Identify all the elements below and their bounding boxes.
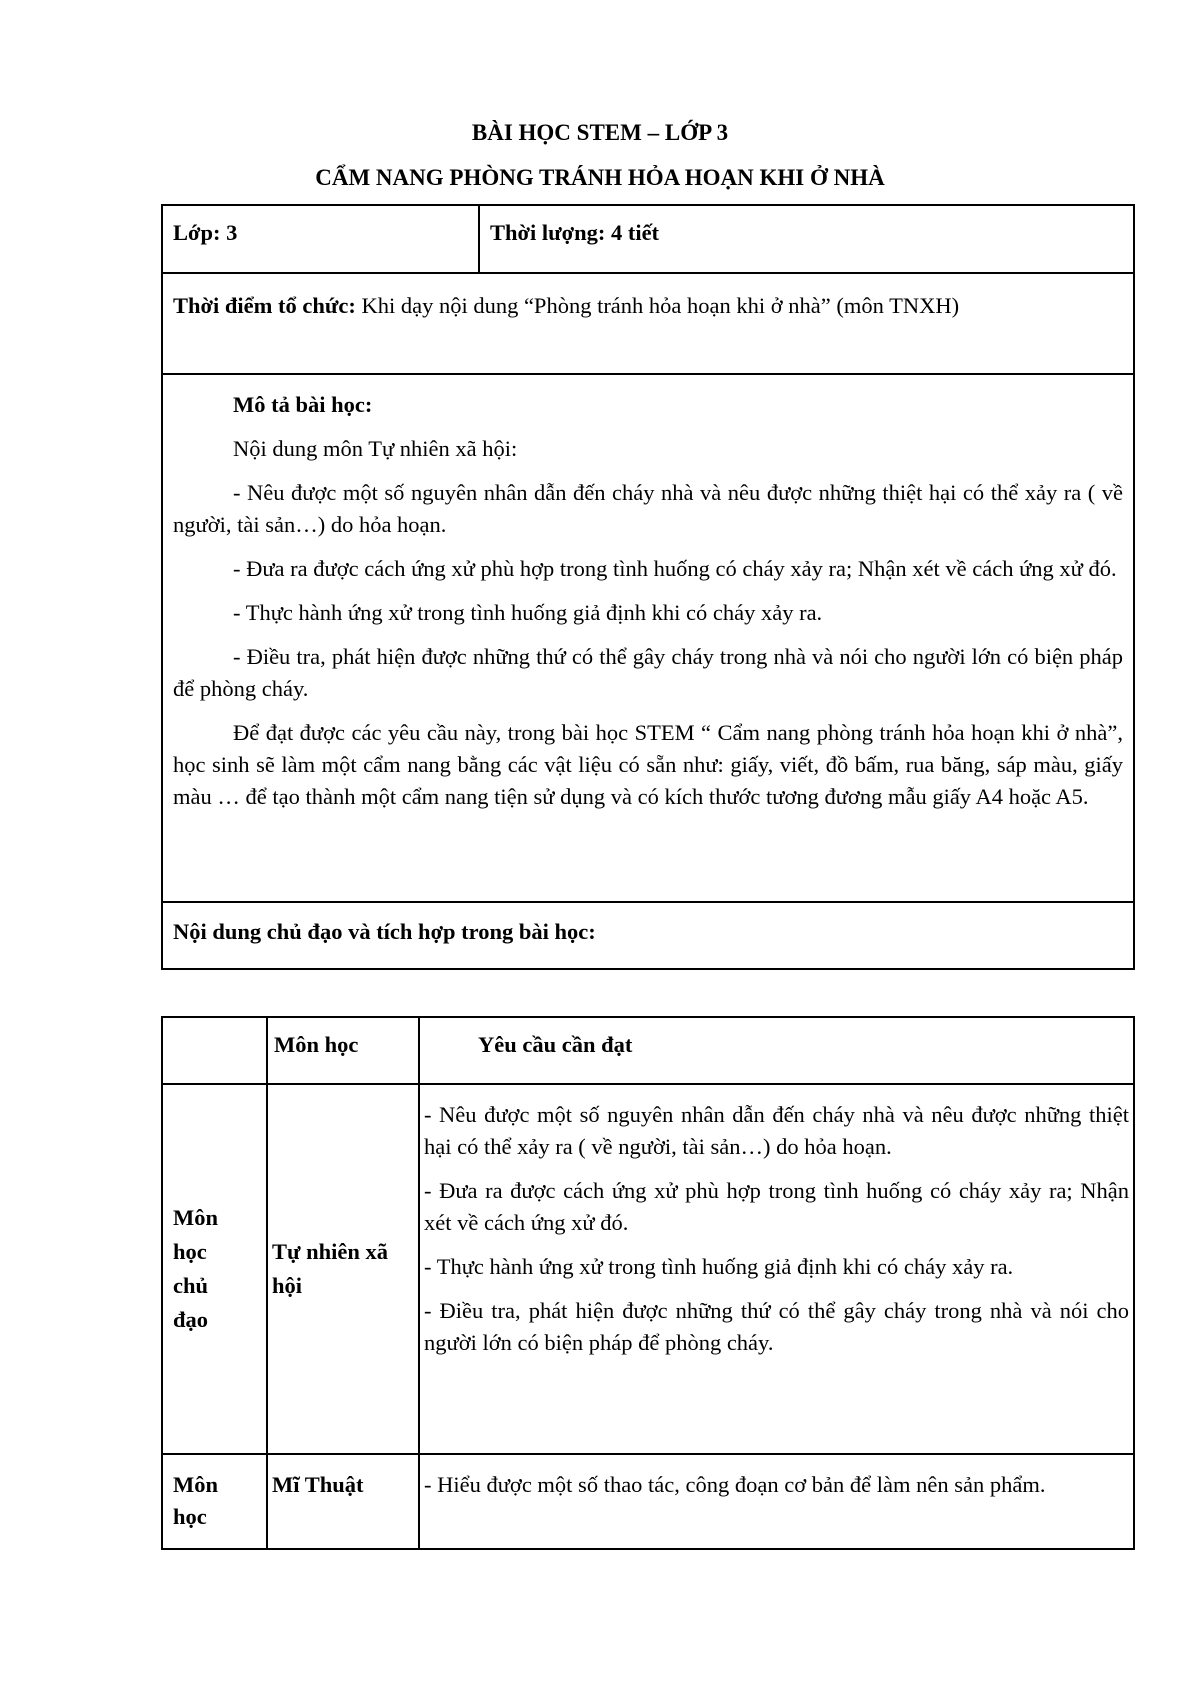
description-paragraph: Để đạt được các yêu cầu này, trong bài học STEM “ Cẩm nang phòng tránh hỏa hoạn khi ở nhà”, học sinh sẽ làm một cẩm nang bằng các vật liệu có sẵn như: giấy, viết, đồ bấm, rua băng, sáp màu, giấy màu … để tạo thành một cẩm nang tiện sử dụng và có kích thước tương đương mẫu giấy A4 hoặc A5. <box>173 720 1123 809</box>
requirement-item: - Điều tra, phát hiện được những thứ có thể gây cháy trong nhà và nói cho người lớn có biện pháp để phòng cháy. <box>424 1298 1129 1355</box>
requirement-item: - Đưa ra được cách ứng xử phù hợp trong tình huống có cháy xảy ra; Nhận xét về cách ứng xử đó. <box>424 1178 1129 1235</box>
header-requirements: Yêu cầu cần đạt <box>419 1017 1134 1084</box>
requirement-item: - Hiểu được một số thao tác, công đoạn cơ bản để làm nên sản phẩm. <box>424 1472 1046 1497</box>
description-item: - Điều tra, phát hiện được những thứ có thể gây cháy trong nhà và nói cho người lớn có biện pháp để phòng cháy. <box>173 644 1123 701</box>
document-title: BÀI HỌC STEM – LỚP 3 <box>471 120 729 145</box>
lesson-info-table <box>161 204 1135 970</box>
subject-label: Tự nhiên xã hội <box>272 1239 389 1298</box>
description-cell <box>162 374 1134 902</box>
requirements-cell <box>419 1084 1134 1454</box>
group-label: Môn học <box>173 1472 218 1529</box>
description-item: - Thực hành ứng xử trong tình huống giả định khi có cháy xảy ra. <box>233 600 823 625</box>
subject-cell <box>267 1084 419 1454</box>
timing-cell <box>162 273 1134 374</box>
header-empty-cell <box>162 1017 267 1084</box>
requirements-cell <box>419 1454 1134 1549</box>
subject-cell <box>267 1454 419 1549</box>
description-item: - Đưa ra được cách ứng xử phù hợp trong tình huống có cháy xảy ra; Nhận xét về cách ứng xử đó. <box>233 556 1117 581</box>
subjects-table <box>161 1016 1135 1550</box>
group-cell <box>162 1084 267 1454</box>
content-heading-cell: Nội dung chủ đạo và tích hợp trong bài học: <box>162 902 1134 969</box>
group-cell <box>162 1454 267 1549</box>
document-subtitle: CẨM NANG PHÒNG TRÁNH HỎA HOẠN KHI Ở NHÀ <box>315 165 885 190</box>
requirement-item: - Nêu được một số nguyên nhân dẫn đến cháy nhà và nêu được những thiệt hại có thể xảy ra ( về người, tài sản…) do hỏa hoạn. <box>424 1102 1129 1159</box>
requirement-item: - Thực hành ứng xử trong tình huống giả định khi có cháy xảy ra. <box>424 1254 1014 1279</box>
description-subject: Nội dung môn Tự nhiên xã hội: <box>233 436 518 461</box>
group-label: Môn học chủ đạo <box>173 1205 218 1332</box>
duration-cell: Thời lượng: 4 tiết <box>479 205 1134 273</box>
timing-text: Khi dạy nội dung “Phòng tránh hỏa hoạn khi ở nhà” (môn TNXH) <box>355 293 960 318</box>
subject-label: Mĩ Thuật <box>272 1472 364 1497</box>
header-subject: Môn học <box>267 1017 419 1084</box>
timing-label: Thời điểm tổ chức: <box>173 293 356 318</box>
description-heading: Mô tả bài học: <box>233 392 373 417</box>
class-cell: Lớp: 3 <box>162 205 479 273</box>
description-item: - Nêu được một số nguyên nhân dẫn đến cháy nhà và nêu được những thiệt hại có thể xảy ra ( về người, tài sản…) do hỏa hoạn. <box>173 480 1123 537</box>
